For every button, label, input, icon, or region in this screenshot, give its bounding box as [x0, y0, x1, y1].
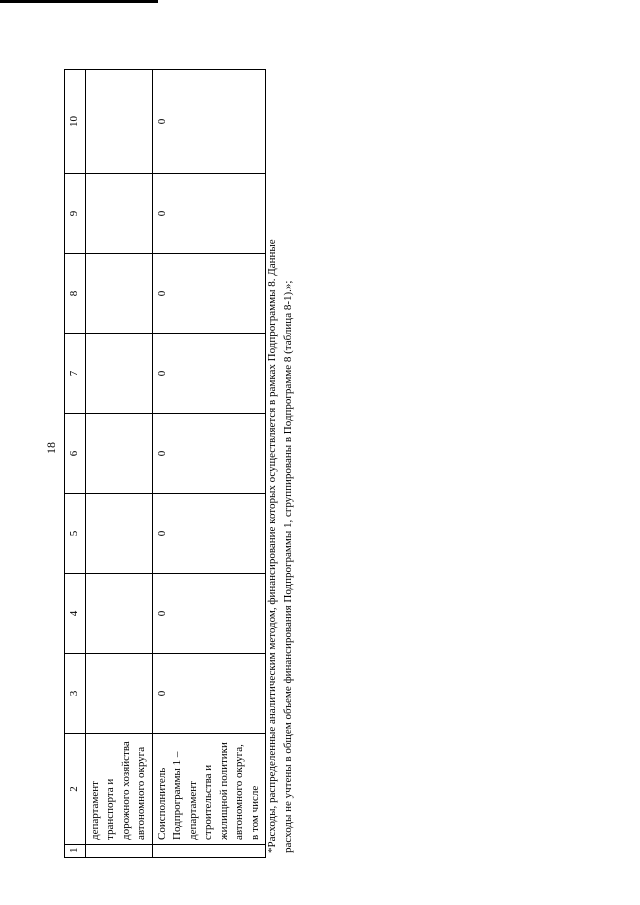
- row-description: департамент транспорта и дорожного хозяйства автономного округа: [85, 734, 152, 845]
- table-cell: [152, 845, 266, 858]
- table-cell: 0: [152, 414, 266, 494]
- table-header-row: [65, 70, 86, 858]
- table-cell: [85, 70, 152, 174]
- table-cell: 0: [152, 174, 266, 254]
- table-cell: 0: [152, 70, 266, 174]
- table-row: [152, 70, 266, 858]
- table-cell: 0: [152, 494, 266, 574]
- header-cell: 7: [65, 334, 86, 414]
- table-cell: 0: [152, 654, 266, 734]
- header-cell: 3: [65, 654, 86, 734]
- table-cell: [85, 414, 152, 494]
- header-cell: 1: [65, 845, 86, 858]
- header-cell: 6: [65, 414, 86, 494]
- table-cell: 0: [152, 334, 266, 414]
- table-cell: 0: [152, 574, 266, 654]
- page-number: 18: [44, 442, 58, 454]
- header-cell: 4: [65, 574, 86, 654]
- header-cell: 5: [65, 494, 86, 574]
- rotated-page: [32, 38, 592, 858]
- top-rule: [0, 0, 158, 3]
- table-cell: [85, 574, 152, 654]
- table-cell: [85, 174, 152, 254]
- footnote: [264, 53, 296, 853]
- footnote-line: расходы не учтены в общем объеме финансирования Подпрограммы 1, сгруппированы в Подпрограмме 8 (таблица 8-1).»;: [282, 280, 294, 853]
- row-description: Соисполнитель Подпрограммы 1 – департамент строительства и жилищной политики автономного округа, в том числе: [152, 734, 266, 845]
- table-cell: [85, 254, 152, 334]
- table-cell: 0: [152, 254, 266, 334]
- table-cell: [85, 334, 152, 414]
- table-cell: [85, 654, 152, 734]
- header-cell: 9: [65, 174, 86, 254]
- finance-table: [64, 69, 266, 858]
- footnote-line: *Расходы, распределенные аналитическим методом, финансирование которых осуществляется в рамках Подпрограммы 8. Данные: [266, 239, 278, 853]
- header-cell: 2: [65, 734, 86, 845]
- header-cell: 10: [65, 70, 86, 174]
- table-cell: [85, 845, 152, 858]
- header-cell: 8: [65, 254, 86, 334]
- table-cell: [85, 494, 152, 574]
- table-row: [85, 70, 152, 858]
